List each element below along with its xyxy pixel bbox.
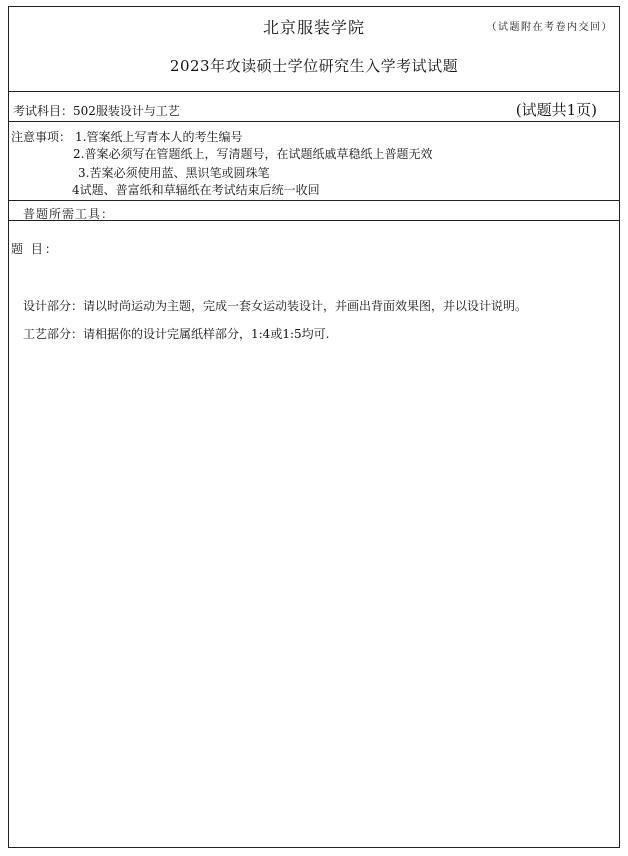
exam-title: 2023年攻读硕士学位研究生入学考试试题 — [169, 57, 459, 75]
attention-item-4: 4试题、普富纸和草辐纸在考试结束后统一收回 — [72, 183, 320, 197]
return-note: （试题附在考卷内交回） — [486, 22, 613, 33]
divider — [9, 220, 619, 221]
divider — [9, 200, 619, 201]
question-design: 设计部分：请以时尚运动为主题，完成一套女运动装设计，并画出背面效果图，并以设计说明。 — [23, 299, 528, 313]
attention-item-1: 1.管案纸上写青本人的考生编号 — [75, 130, 243, 144]
question-craft: 工艺部分：请相据你的设计完属纸样部分，1:4或1:5均可. — [23, 327, 330, 341]
divider — [9, 91, 619, 92]
divider — [9, 121, 619, 122]
attention-label: 注意事项： — [11, 130, 72, 144]
attention-item-3: 3.苦案必须使用蓝、黑识笔或圆珠笔 — [78, 166, 270, 180]
attention-item-2: 2.普案必须写在管题纸上，写清题号，在试题纸戚草稳纸上普题无效 — [73, 147, 433, 161]
questions-label: 题 目： — [11, 242, 59, 256]
exam-sheet — [8, 6, 620, 848]
page-count: (试题共1页) — [515, 101, 597, 119]
exam-subject: 考试科目：502服装设计与工艺 — [13, 104, 180, 118]
required-tools: 普题所需工具： — [23, 207, 115, 221]
school-name: 北京服装学院 — [262, 18, 365, 37]
